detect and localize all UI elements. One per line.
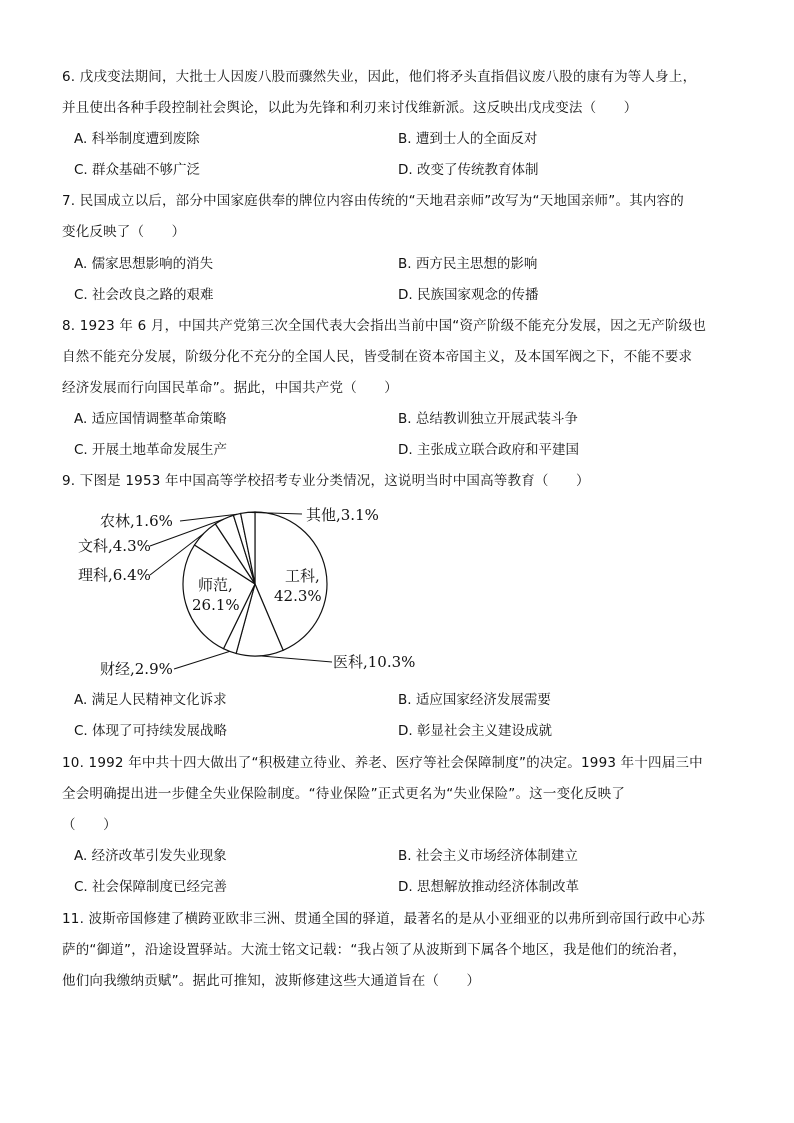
q8-option-a: A. 适应国情调整革命策略 <box>74 411 227 427</box>
q10-stem-line2: 全会明确提出进一步健全失业保险制度。“待业保险”正式更名为“失业保险”。这一变化反映了 <box>62 786 626 802</box>
q6-option-b: B. 遭到士人的全面反对 <box>398 131 538 147</box>
q10-stem-line1: 10. 1992 年中共十四大做出了“积极建立待业、养老、医疗等社会保障制度”的决定。1993 年十四届三中 <box>62 755 703 771</box>
q10-option-b: B. 社会主义市场经济体制建立 <box>398 848 578 864</box>
slice-label-shifan: 师范, <box>198 576 233 594</box>
q8-option-b: B. 总结教训独立开展武装斗争 <box>398 411 578 427</box>
q6-stem-line2: 并且使出各种手段控制社会舆论，以此为先锋和利刃来讨伐维新派。这反映出戊戌变法（ ） <box>62 100 638 116</box>
q8-option-d: D. 主张成立联合政府和平建国 <box>398 442 579 458</box>
q10-stem-line3: （ ） <box>62 817 117 833</box>
leader-line-财经 <box>174 651 230 669</box>
q7-stem-line1: 7. 民国成立以后，部分中国家庭供奉的牌位内容由传统的“天地君亲师”改写为“天地国亲师”。其内容的 <box>62 193 684 209</box>
q8-stem-line3: 经济发展而行向国民革命”。据此，中国共产党（ ） <box>62 380 398 396</box>
q8-stem-line2: 自然不能充分发展，阶级分化不充分的全国人民，皆受制在资本帝国主义，及本国军阀之下，不能不要求 <box>62 349 693 365</box>
q9-option-d: D. 彰显社会主义建设成就 <box>398 723 552 739</box>
pie-chart <box>70 500 450 680</box>
slice-label-gongke: 工科, <box>285 567 320 585</box>
q7-option-c: C. 社会改良之路的艰难 <box>74 287 214 303</box>
q6-option-d: D. 改变了传统教育体制 <box>398 162 539 178</box>
slice-label-yike: 医科,10.3% <box>333 653 416 671</box>
leader-line-医科 <box>260 656 332 662</box>
q11-stem-line3: 他们向我缴纳贡赋”。据此可推知，波斯修建这些大通道旨在（ ） <box>62 973 481 989</box>
q10-option-c: C. 社会保障制度已经完善 <box>74 879 228 895</box>
q9-option-c: C. 体现了可持续发展战略 <box>74 723 228 739</box>
slice-pct-gongke: 42.3% <box>274 587 322 605</box>
slice-pct-shifan: 26.1% <box>192 596 240 614</box>
q10-option-a: A. 经济改革引发失业现象 <box>74 848 227 864</box>
q7-option-d: D. 民族国家观念的传播 <box>398 287 539 303</box>
slice-label-like: 理科,6.4% <box>78 566 151 584</box>
q6-stem-line1: 6. 戊戌变法期间，大批士人因废八股而骤然失业，因此，他们将矛头直指倡议废八股的康有为等人身上， <box>62 69 697 85</box>
q9-stem-line1: 9. 下图是 1953 年中国高等学校招考专业分类情况，这说明当时中国高等教育（ ） <box>62 473 590 489</box>
q9-option-b: B. 适应国家经济发展需要 <box>398 692 551 708</box>
q9-option-a: A. 满足人民精神文化诉求 <box>74 692 227 708</box>
q11-stem-line2: 萨的“御道”，沿途设置驿站。大流士铭文记载：“我占领了从波斯到下属各个地区，我是他们的统治者， <box>62 942 687 958</box>
q6-option-a: A. 科举制度遭到废除 <box>74 131 200 147</box>
q11-stem-line1: 11. 波斯帝国修建了横跨亚欧非三洲、贯通全国的驿道，最著名的是从小亚细亚的以弗所到帝国行政中心苏 <box>62 911 706 927</box>
slice-label-qita: 其他,3.1% <box>306 506 379 524</box>
q7-option-a: A. 儒家思想影响的消失 <box>74 256 214 272</box>
slice-label-wenke: 文科,4.3% <box>78 537 151 555</box>
q7-option-b: B. 西方民主思想的影响 <box>398 256 538 272</box>
slice-label-caijing: 财经,2.9% <box>100 660 173 678</box>
q6-option-c: C. 群众基础不够广泛 <box>74 162 201 178</box>
q8-option-c: C. 开展土地革命发展生产 <box>74 442 228 458</box>
slice-label-nonglin: 农林,1.6% <box>100 512 173 530</box>
q10-option-d: D. 思想解放推动经济体制改革 <box>398 879 579 895</box>
q7-stem-line2: 变化反映了（ ） <box>62 224 186 240</box>
q8-stem-line1: 8. 1923 年 6 月，中国共产党第三次全国代表大会指出当前中国“资产阶级不能充分发展，因之无产阶级也 <box>62 318 707 334</box>
